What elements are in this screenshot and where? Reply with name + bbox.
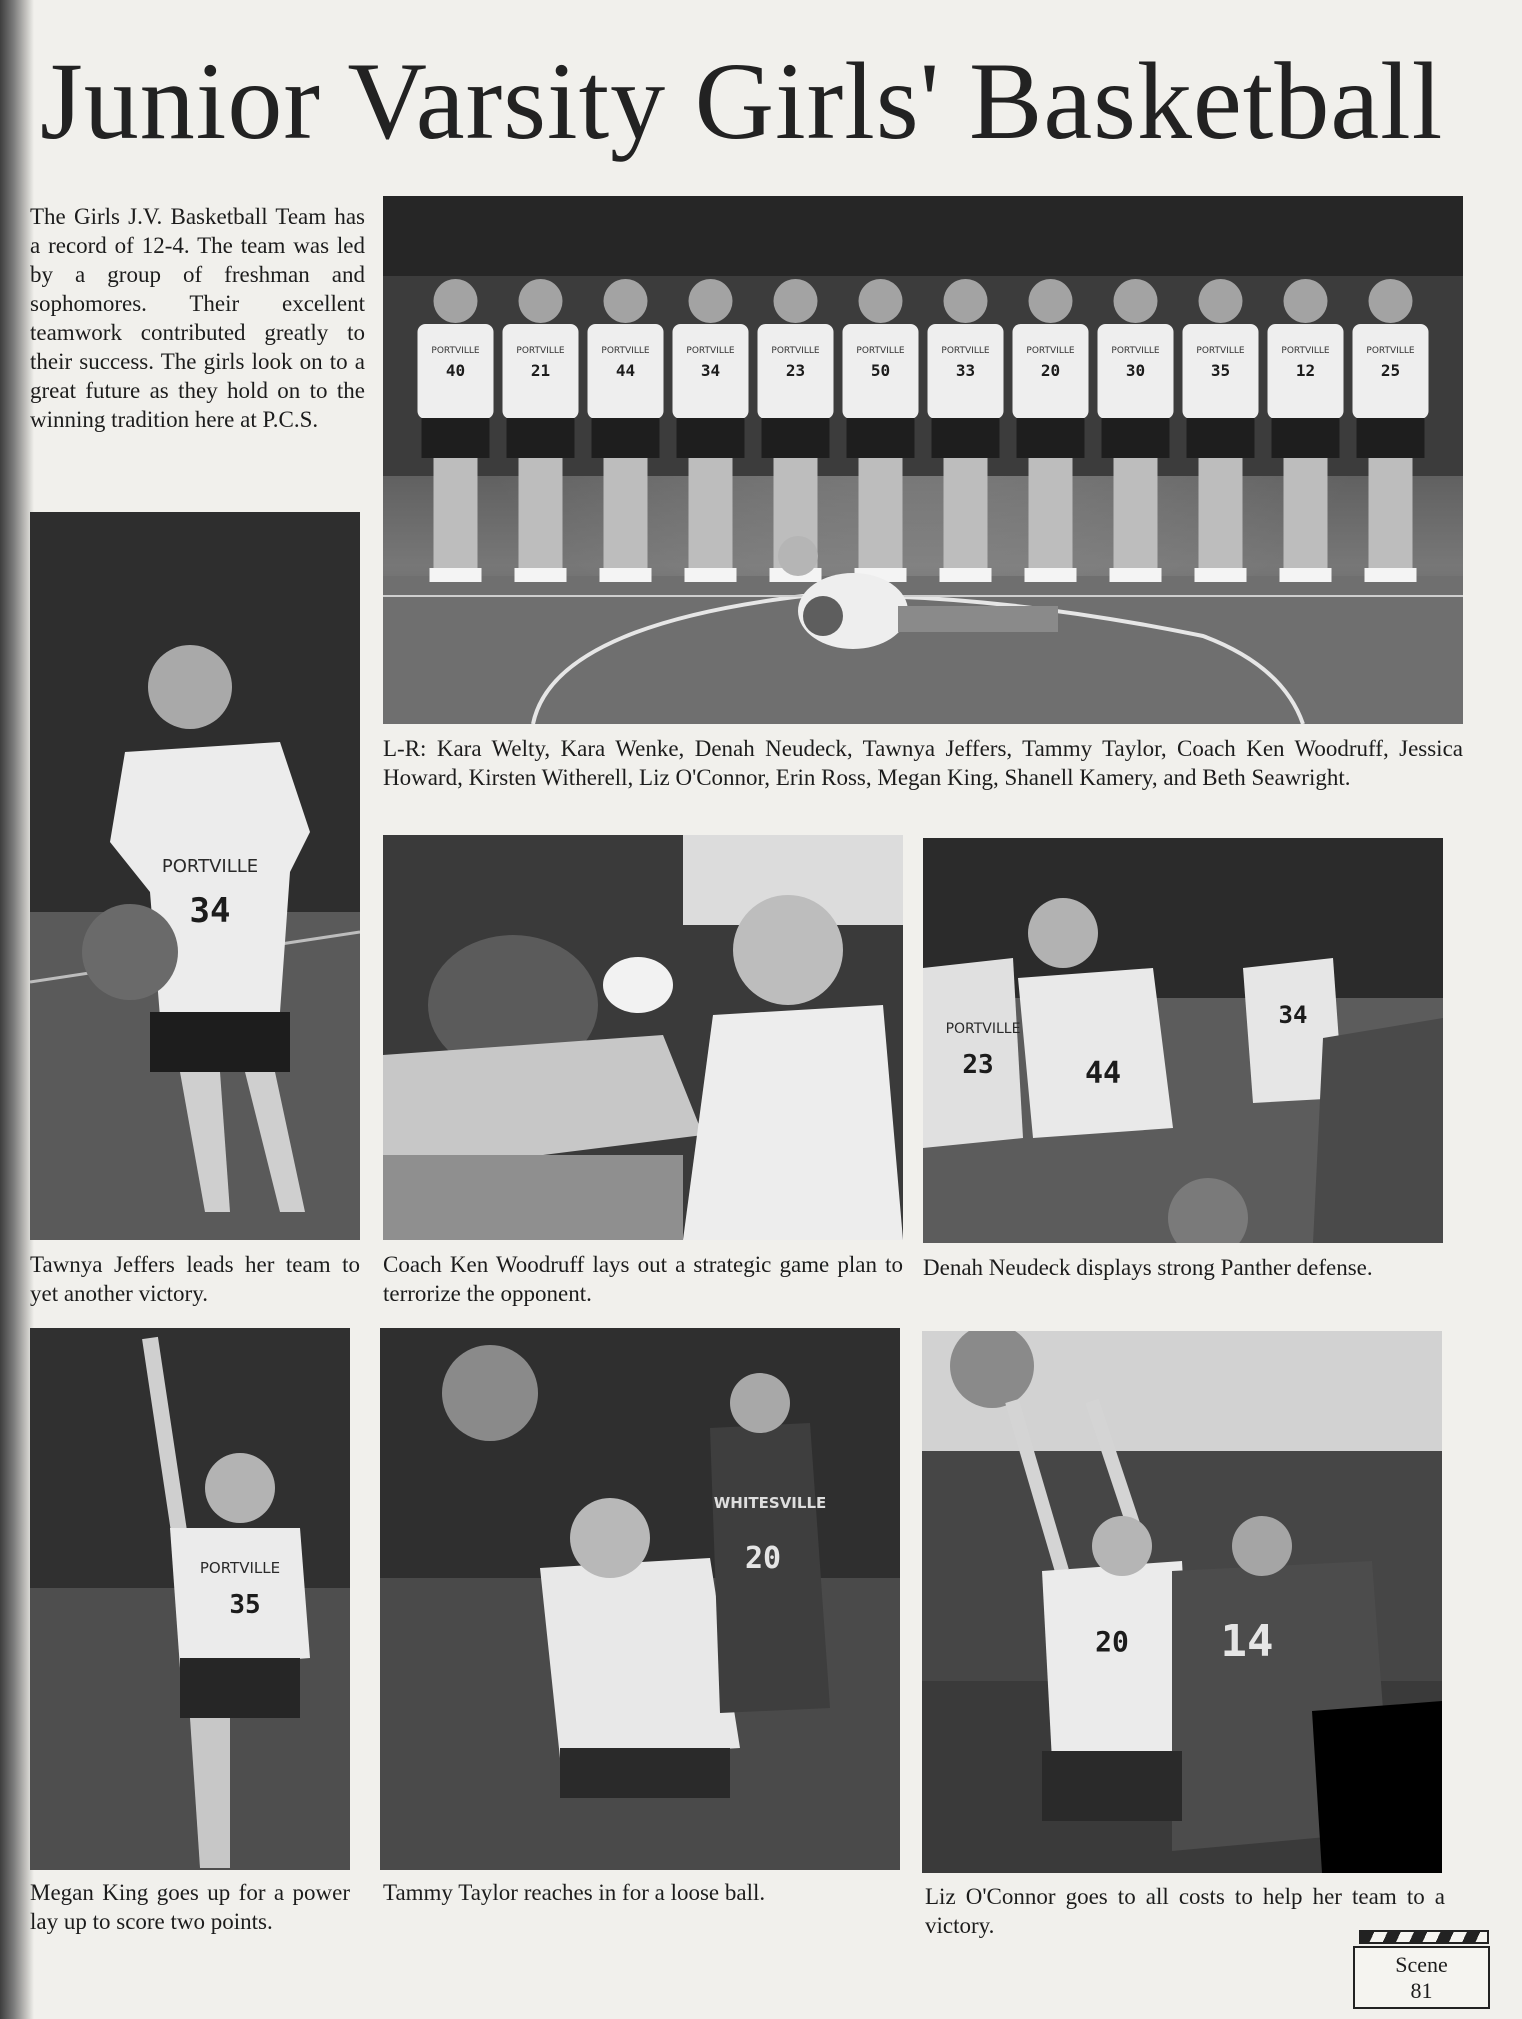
page-number: 81 — [1410, 1978, 1433, 2003]
jersey-text: PORTVILLE — [856, 346, 905, 356]
caption-tawnya: Tawnya Jeffers leads her team to yet another victory. — [30, 1252, 360, 1306]
player-legs — [1029, 458, 1073, 568]
player-shorts — [422, 418, 490, 458]
jersey-number: 20 — [744, 1541, 782, 1576]
player-head — [689, 279, 733, 323]
player-head — [1284, 279, 1328, 323]
jersey-text: PORTVILLE — [431, 346, 480, 356]
jersey-number: 34 — [1278, 1001, 1308, 1029]
jersey-text: PORTVILLE — [1026, 346, 1075, 356]
player-shoes — [430, 568, 482, 582]
player-shoes — [600, 568, 652, 582]
page-number-box — [1353, 1946, 1490, 2009]
player-legs — [1369, 458, 1413, 568]
player-head — [859, 279, 903, 323]
player-shorts — [1102, 418, 1170, 458]
jersey-text: PORTVILLE — [686, 346, 735, 356]
team-player — [1268, 279, 1344, 582]
player-head — [774, 279, 818, 323]
jersey-text: PORTVILLE — [1196, 346, 1245, 356]
scene-label: Scene — [1395, 1952, 1448, 1977]
player-shorts — [762, 418, 830, 458]
player-head — [1029, 279, 1073, 323]
jersey-number: 14 — [1220, 1616, 1274, 1667]
jersey-number: 12 — [1295, 361, 1316, 380]
player-shorts — [1357, 418, 1425, 458]
player-head — [1199, 279, 1243, 323]
jersey-number: 23 — [785, 361, 806, 380]
player-legs — [859, 458, 903, 568]
player-head — [604, 279, 648, 323]
team-player — [1183, 279, 1259, 582]
caption-denah: Denah Neudeck displays strong Panther defense. — [923, 1255, 1373, 1280]
player-shorts — [847, 418, 915, 458]
jersey-text: PORTVILLE — [199, 1559, 281, 1577]
jersey-number: 34 — [700, 361, 721, 380]
player-shoes — [1280, 568, 1332, 582]
jersey-number: 33 — [955, 361, 976, 380]
jersey-text: PORTVILLE — [941, 346, 990, 356]
player-shoes — [1110, 568, 1162, 582]
player-shorts — [592, 418, 660, 458]
jersey-number: 35 — [229, 1590, 261, 1620]
jersey-number: 30 — [1125, 361, 1146, 380]
player-shorts — [1272, 418, 1340, 458]
jersey-number: 23 — [962, 1050, 994, 1080]
jersey-number: 35 — [1210, 361, 1231, 380]
jersey-number: 40 — [445, 361, 466, 380]
player-shorts — [932, 418, 1000, 458]
player-head — [1369, 279, 1413, 323]
jersey-text: PORTVILLE — [945, 1021, 1021, 1037]
team-player — [588, 279, 664, 582]
player-legs — [604, 458, 648, 568]
player-head — [519, 279, 563, 323]
jersey-number: 50 — [870, 361, 891, 380]
jersey-number: 34 — [189, 891, 231, 931]
player-shoes — [940, 568, 992, 582]
photo-coach-huddle — [383, 835, 903, 1240]
team-photo-caption: L-R: Kara Welty, Kara Wenke, Denah Neudeck, Tawnya Jeffers, Tammy Taylor, Coach Ken Woodruff, Jessica Howard, Kirsten Witherell, Liz O'Connor, Erin Ross, Megan King, Shanell Kamery, and Beth Seawright. — [383, 736, 1463, 790]
player-legs — [1284, 458, 1328, 568]
caption-coach: Coach Ken Woodruff lays out a strategic game plan to terrorize the opponent. — [383, 1252, 903, 1306]
player-legs — [434, 458, 478, 568]
photo-megan-layup — [30, 1328, 350, 1870]
photo-tawnya-dribbling — [30, 512, 360, 1240]
jersey-text: PORTVILLE — [1111, 346, 1160, 356]
caption-tammy: Tammy Taylor reaches in for a loose ball. — [383, 1880, 766, 1905]
team-player — [1098, 279, 1174, 582]
player-shoes — [1025, 568, 1077, 582]
team-player — [928, 279, 1004, 582]
photo-liz-oconnor — [922, 1331, 1442, 1873]
team-photo — [383, 196, 1463, 724]
team-player — [503, 279, 579, 582]
player-shoes — [685, 568, 737, 582]
player-legs — [689, 458, 733, 568]
player-legs — [944, 458, 988, 568]
jersey-number: 25 — [1380, 361, 1401, 380]
player-head — [434, 279, 478, 323]
team-player — [843, 279, 919, 582]
jersey-text: PORTVILLE — [1366, 346, 1415, 356]
jersey-text: PORTVILLE — [516, 346, 565, 356]
team-player — [1353, 279, 1429, 582]
player-legs — [1114, 458, 1158, 568]
jersey-text: PORTVILLE — [1281, 346, 1330, 356]
page-binding-shadow — [0, 0, 34, 2019]
jersey-number: 44 — [615, 361, 636, 380]
photo-denah-defense — [923, 838, 1443, 1243]
team-player — [673, 279, 749, 582]
jersey-number: 20 — [1040, 361, 1061, 380]
photo-tammy-loose-ball — [380, 1328, 900, 1870]
player-legs — [1199, 458, 1243, 568]
caption-liz: Liz O'Connor goes to all costs to help her team to a victory. — [925, 1884, 1445, 1938]
player-head — [1114, 279, 1158, 323]
jersey-number: 44 — [1084, 1056, 1122, 1091]
player-shorts — [507, 418, 575, 458]
caption-megan: Megan King goes up for a power lay up to score two points. — [30, 1880, 350, 1934]
team-player — [418, 279, 494, 582]
jersey-text: PORTVILLE — [771, 346, 820, 356]
player-shoes — [1365, 568, 1417, 582]
page-title: Junior Varsity Girls' Basketball — [40, 40, 1444, 162]
player-shorts — [1017, 418, 1085, 458]
player-shoes — [1195, 568, 1247, 582]
team-player — [1013, 279, 1089, 582]
jersey-number: 21 — [530, 361, 551, 380]
intro-paragraph: The Girls J.V. Basketball Team has a record of 12-4. The team was led by a group of freshman and sophomores. Their excellent teamwork contributed greatly to their success. The girls look on to a great future as they hold on to the winning tradition here at P.C.S. — [30, 204, 365, 432]
clapperboard-icon — [1359, 1930, 1489, 1944]
opponent-jersey-text: WHITESVILLE — [713, 1494, 827, 1512]
jersey-number: 20 — [1095, 1625, 1129, 1658]
jersey-text: PORTVILLE — [161, 856, 259, 877]
player-shorts — [677, 418, 745, 458]
player-shorts — [1187, 418, 1255, 458]
player-head — [944, 279, 988, 323]
player-shoes — [515, 568, 567, 582]
jersey-text: PORTVILLE — [601, 346, 650, 356]
player-legs — [519, 458, 563, 568]
